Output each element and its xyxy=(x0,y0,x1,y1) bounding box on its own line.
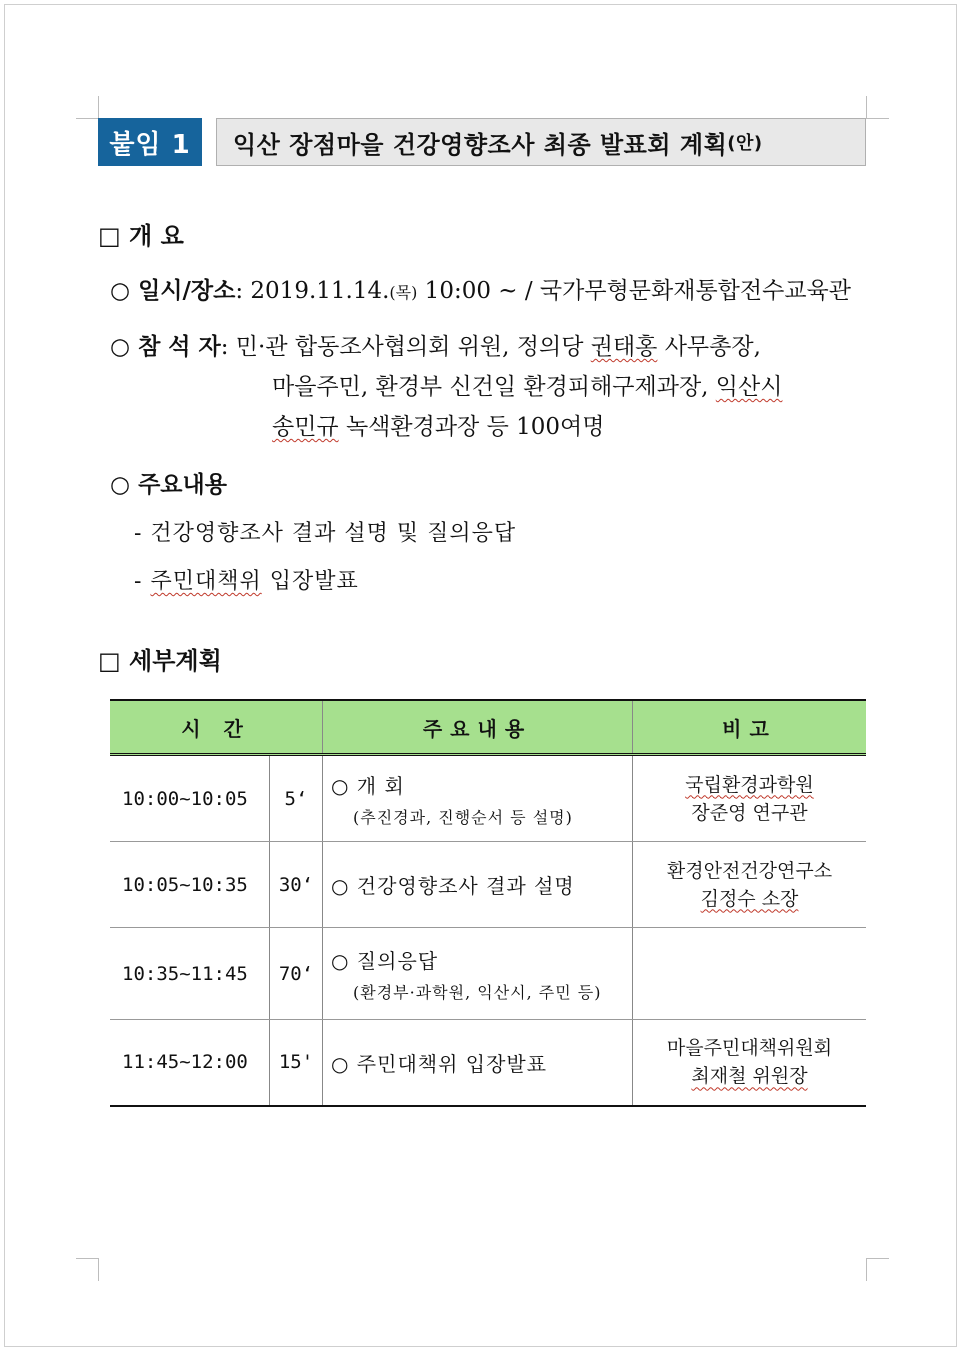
row-duration: 70‘ xyxy=(270,928,323,1020)
content-item-1: - 건강영향조사 결과 설명 및 질의응답 xyxy=(134,521,517,546)
row-duration: 15' xyxy=(270,1020,323,1106)
table-row xyxy=(110,842,866,928)
row-note-person: 장준영 연구관 xyxy=(691,801,808,824)
row-note-org: 국립환경과학원 xyxy=(685,773,814,796)
row-content-main: ○ 개 회 xyxy=(331,773,405,798)
table-row xyxy=(110,1020,866,1106)
row-time: 11:45~12:00 xyxy=(110,1020,270,1106)
crop-mark-bottom-left xyxy=(76,1258,99,1281)
table-row xyxy=(110,755,866,842)
table-row xyxy=(110,928,866,1020)
row-content-main: ○ 질의응답 xyxy=(331,948,439,973)
content-item-2-name: 주민대책위 xyxy=(150,569,262,594)
attendees-name2: 익산시 xyxy=(715,374,783,400)
row-note-person: 최재철 위원장 xyxy=(691,1065,808,1088)
datetime-rest: 10:00 ~ / 국가무형문화재통합전수교육관 xyxy=(417,278,851,304)
datetime-date: : 2019.11.14. xyxy=(235,278,390,304)
detail-heading: □ 세부계획 xyxy=(98,647,222,675)
datetime-row xyxy=(110,272,851,305)
attendees-row xyxy=(110,328,761,361)
row-content xyxy=(323,1020,633,1106)
row-content-main: ○ 주민대책위 입장발표 xyxy=(331,1051,548,1076)
title-suffix: (안) xyxy=(727,133,763,154)
row-duration: 30‘ xyxy=(270,842,323,928)
row-note xyxy=(633,928,867,1020)
crop-mark-top-left xyxy=(76,96,99,119)
crop-mark-bottom-right xyxy=(866,1258,889,1281)
row-note-person: 김정수 소장 xyxy=(700,887,799,910)
row-content-sub: (환경부·과학원, 익산시, 주민 등) xyxy=(353,982,602,1002)
main-content-label: ○ 주요내용 xyxy=(110,472,227,498)
row-time: 10:00~10:05 xyxy=(110,755,270,842)
row-content-main: ○ 건강영향조사 결과 설명 xyxy=(331,874,575,898)
row-note xyxy=(633,842,867,928)
row-note-org: 환경안전건강연구소 xyxy=(666,859,833,882)
datetime-day: (목) xyxy=(389,283,418,302)
col-content-header: 주요내용 xyxy=(323,700,633,755)
crop-mark-top-right xyxy=(866,96,889,119)
document-title xyxy=(216,118,866,166)
content-item-2-rest: 입장발표 xyxy=(261,569,359,594)
schedule-header-row xyxy=(110,700,866,755)
attendees-line3a: 송민규 xyxy=(272,414,339,440)
col-note-header: 비고 xyxy=(633,700,867,755)
row-note xyxy=(633,755,867,842)
attendees-line1b: 사무총장, xyxy=(657,334,761,360)
row-note xyxy=(633,1020,867,1106)
row-time: 10:35~11:45 xyxy=(110,928,270,1020)
attendees-row-3 xyxy=(272,408,604,441)
datetime-label: ○ 일시/장소 xyxy=(110,278,236,304)
row-content xyxy=(323,928,633,1020)
main-content-row xyxy=(110,466,227,499)
attendees-label: ○ 참 석 자 xyxy=(110,334,221,360)
row-content-sub: (추진경과, 진행순서 등 설명) xyxy=(353,807,573,827)
row-time: 10:05~10:35 xyxy=(110,842,270,928)
row-duration: 5‘ xyxy=(270,755,323,842)
title-text: 익산 장점마을 건강영향조사 최종 발표회 계획 xyxy=(233,130,728,159)
attendees-line3b: 녹색환경과장 등 100여명 xyxy=(338,414,605,440)
attendees-line2: 마을주민, 환경부 신건일 환경피해구제과장, xyxy=(272,374,716,400)
attendees-line1: : 민·관 합동조사협의회 위원, 정의당 xyxy=(220,334,591,360)
schedule-table xyxy=(110,699,866,1107)
attachment-badge: 붙임 1 xyxy=(98,118,202,166)
content-item-2 xyxy=(134,564,359,595)
attendees-name1: 권태홍 xyxy=(590,334,658,360)
row-content xyxy=(323,755,633,842)
row-content xyxy=(323,842,633,928)
overview-heading: □ 개 요 xyxy=(98,222,184,250)
attendees-row-2 xyxy=(272,368,782,401)
col-time-header: 시 간 xyxy=(110,700,323,755)
row-note-org: 마을주민대책위원회 xyxy=(666,1037,833,1060)
content-item-2-dash: - xyxy=(134,569,151,594)
